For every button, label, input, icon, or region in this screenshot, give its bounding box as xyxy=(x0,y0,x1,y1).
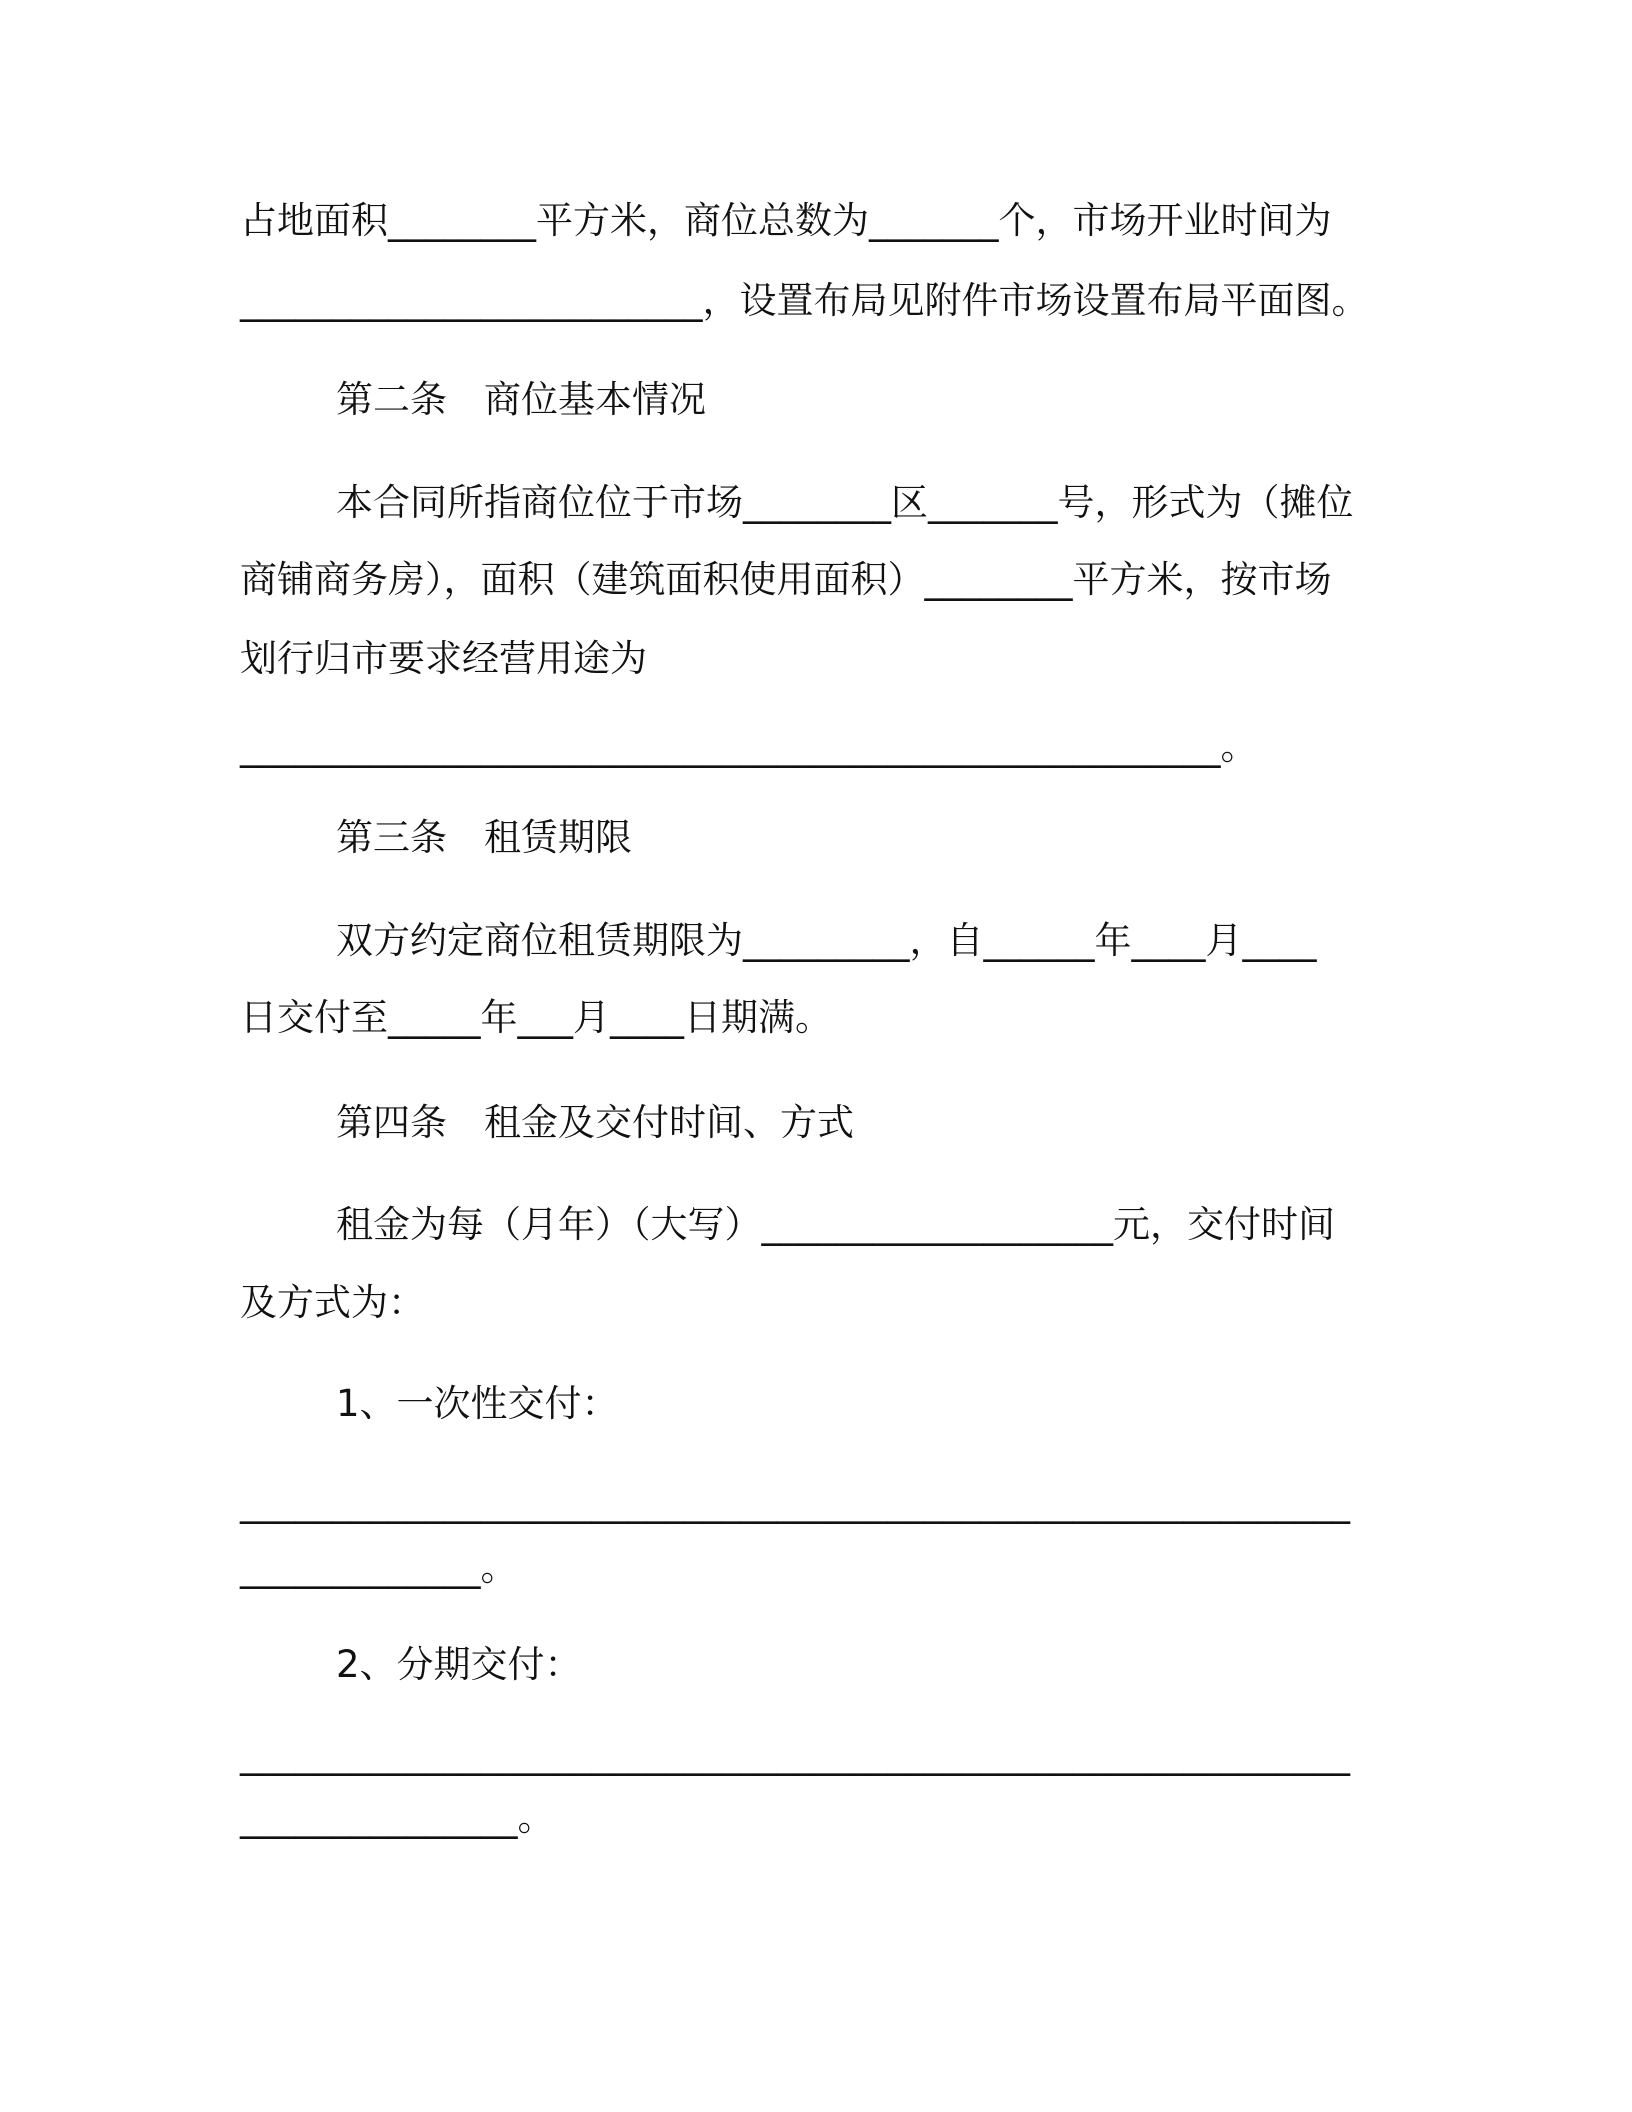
text-line: _____________________________________________________。 xyxy=(240,725,1258,768)
text-line: 划行归市要求经营用途为 xyxy=(240,637,647,680)
text-line: ____________________________________________________________ xyxy=(240,1733,1350,1776)
text-line: 商铺商务房），面积（建筑面积使用面积）________平方米，按市场 xyxy=(240,558,1332,601)
section-heading: 第二条 商位基本情况 xyxy=(336,378,706,421)
list-item: 2、分期交付： xyxy=(336,1643,582,1686)
section-heading: 第四条 租金及交付时间、方式 xyxy=(336,1101,854,1144)
text-line: 双方约定商位租赁期限为_________，自______年____月____ xyxy=(336,919,1317,962)
text-line: _________________________，设置布局见附件市场设置布局平面图。 xyxy=(240,279,1369,322)
text-line: ____________________________________________________________ xyxy=(240,1481,1350,1524)
text-line: 本合同所指商位位于市场________区_______号，形式为（摊位 xyxy=(336,481,1354,524)
text-line: _____________。 xyxy=(240,1546,518,1589)
section-heading: 第三条 租赁期限 xyxy=(336,816,632,859)
text-line: 日交付至_____年___月____日期满。 xyxy=(240,996,832,1039)
text-line: _______________。 xyxy=(240,1796,555,1839)
text-line: 租金为每（月年）（大写）___________________元，交付时间 xyxy=(336,1203,1335,1246)
text-line: 占地面积________平方米，商位总数为_______个，市场开业时间为 xyxy=(240,199,1332,242)
text-line: 及方式为： xyxy=(240,1281,425,1324)
list-item: 1、一次性交付： xyxy=(336,1382,619,1425)
